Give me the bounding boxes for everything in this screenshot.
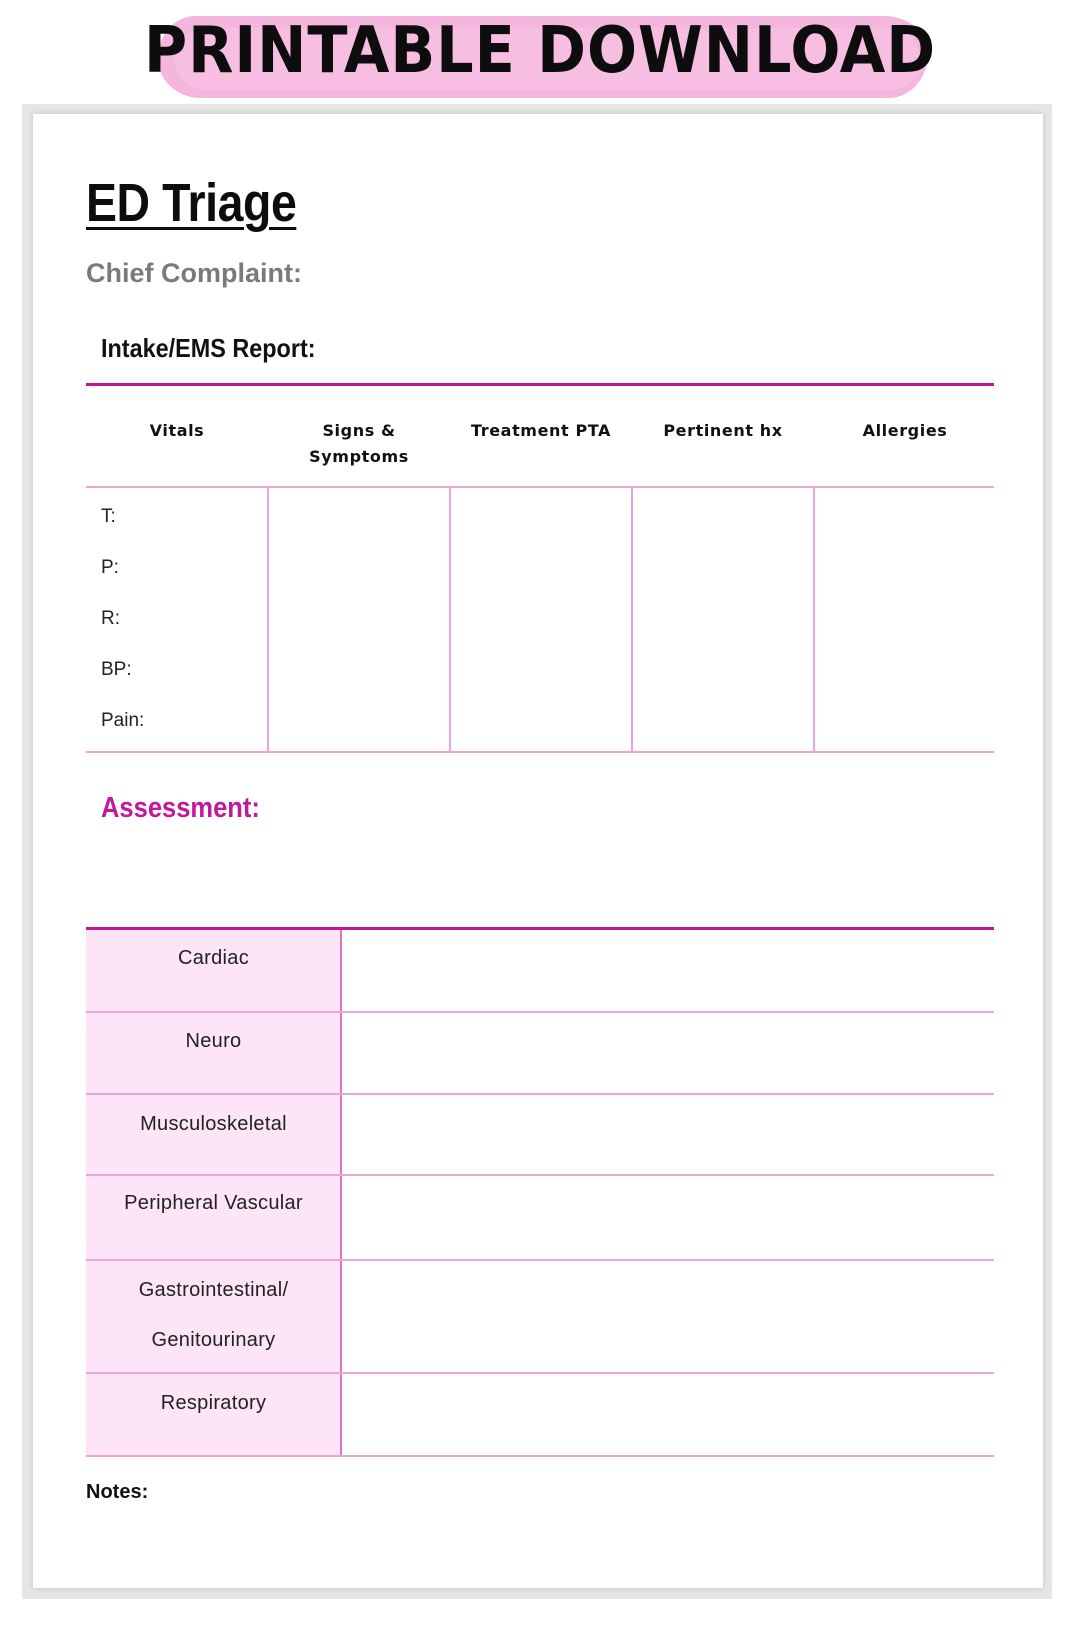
notes-label: Notes:: [86, 1481, 149, 1503]
intake-bottom-rule: [86, 751, 994, 753]
intake-table-top-rule: [86, 383, 994, 386]
vital-label-temperature: T:: [101, 506, 116, 527]
page-title: ED Triage: [86, 173, 297, 233]
system-label-cardiac: Cardiac: [177, 947, 250, 969]
intake-column-divider: [813, 486, 815, 752]
intake-ems-label: Intake/EMS Report:: [101, 333, 316, 363]
assessment-row-rule: [86, 1093, 994, 1095]
intake-column-divider: [449, 486, 451, 752]
vital-label-respiration: R:: [101, 608, 120, 629]
column-header-pertinent-hx: Pertinent hx: [663, 421, 783, 440]
system-label-musculoskeletal: Musculoskeletal: [140, 1113, 287, 1135]
intake-header-rule: [86, 486, 994, 488]
assessment-heading: Assessment:: [101, 792, 260, 824]
assessment-row-rule: [86, 1372, 994, 1374]
chief-complaint-label: Chief Complaint:: [86, 258, 302, 288]
system-label-neuro: Neuro: [185, 1030, 242, 1052]
column-header-allergies: Allergies: [862, 421, 948, 440]
vital-label-pulse: P:: [101, 557, 119, 578]
system-label-gastrointestinal: Gastrointestinal/: [138, 1279, 289, 1301]
assessment-table-top-rule: [86, 927, 994, 930]
assessment-row-rule: [86, 1259, 994, 1261]
system-label-peripheral-vascular: Peripheral Vascular: [124, 1192, 303, 1214]
banner: [0, 0, 1080, 105]
column-header-signs-symptoms: Signs & Symptoms: [309, 421, 409, 466]
intake-column-divider: [631, 486, 633, 752]
column-header-treatment-pta: Treatment PTA: [470, 421, 612, 440]
vital-label-pain: Pain:: [101, 710, 145, 731]
system-label-respiratory: Respiratory: [160, 1392, 267, 1414]
system-label-genitourinary: Genitourinary: [151, 1329, 276, 1351]
assessment-bottom-rule: [86, 1455, 994, 1457]
intake-column-divider: [267, 486, 269, 752]
column-header-vitals: Vitals: [149, 421, 205, 440]
assessment-row-rule: [86, 1011, 994, 1013]
vital-label-blood-pressure: BP:: [101, 659, 132, 680]
assessment-row-rule: [86, 1174, 994, 1176]
banner-title: PRINTABLE DOWNLOAD: [143, 14, 937, 88]
